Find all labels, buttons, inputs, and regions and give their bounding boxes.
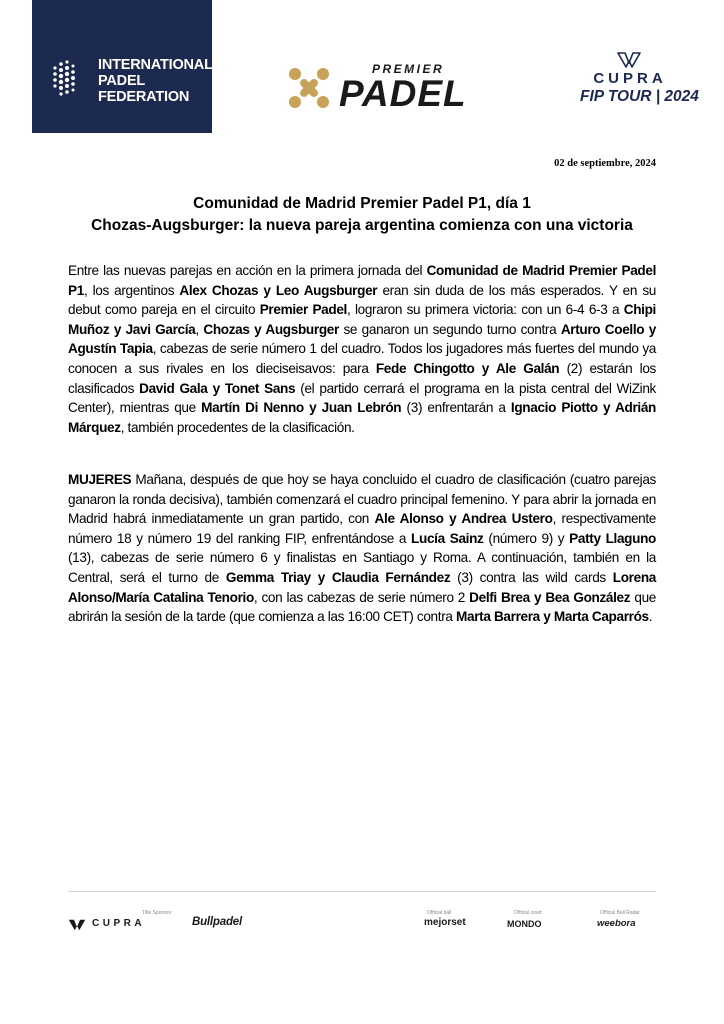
text-run: .: [648, 609, 653, 625]
text-run: , cabezas de serie número 1 del cuadro. Todos los jugadores más fuertes del mundo ya conocen a sus rivales en los dieciseisavos: para: [68, 341, 656, 376]
section-label-mujeres: MUJERES: [68, 472, 132, 487]
text-run: ,: [195, 321, 204, 337]
text-run: (2) estarán los clasificados: [68, 360, 656, 396]
fip-wordmark: [98, 57, 213, 105]
headline: [60, 193, 664, 237]
headline-line-2: Chozas-Augsburger: la nueva pareja argentina comienza con una victoria: [91, 217, 633, 234]
bold-run: Arturo Coello y Agustín Tapia: [68, 321, 656, 357]
sponsor-weebora-logo: weebora: [597, 918, 636, 929]
bold-run: Marta Barrera y Marta Caparrós: [456, 609, 649, 625]
bold-run: David Gala y Tonet Sans: [139, 380, 296, 396]
bold-run: Ignacio Piotto y Adrián Márquez: [68, 400, 656, 435]
bold-run: Premier Padel: [259, 302, 347, 318]
sponsor-mondo-logo: MONDO: [507, 919, 542, 929]
premier-wordmark: PREMIER: [372, 62, 445, 76]
bold-run: Comunidad de Madrid Premier Padel P1: [68, 263, 656, 298]
text-run: , respectivamente número 18 y número 19 del ranking FIP, enfrentándose a: [68, 511, 657, 546]
text-run: , los argentinos: [83, 282, 180, 298]
sponsor-mejorset-logo: mejorset: [424, 917, 466, 928]
text-run: que abrirán la sesión de la tarde (que comienza a las 16:00 CET) contra: [68, 589, 656, 625]
sponsor-cupra-logo: [68, 918, 168, 934]
text-run: (13), cabezas de serie número 6 y finalistas en Santiago y Roma. A continuación, también en la Central, será el turno de: [68, 550, 656, 585]
bold-run: Alex Chozas y Leo Augsburger: [179, 282, 378, 298]
cupra-small-icon: [68, 919, 86, 931]
text-run: (3) enfrentarán a: [401, 400, 511, 416]
fip-logo: [32, 0, 212, 133]
fip-line-2: PADEL: [98, 73, 146, 89]
bold-run: Fede Chingotto y Ale Galán: [375, 360, 560, 376]
bold-run: Ale Alonso y Andrea Ustero: [374, 511, 553, 527]
bold-run: Lorena Alonso/María Catalina Tenorio: [68, 569, 656, 605]
text-run: Mañana, después de que hoy se haya concluido el cuadro de clasificación (cuatro parejas ganaron la ronda decisiva), también comenzará el cuadro principal femenino. Y para abrir la jornada en Madrid habrá inmediatamente un gran partido, con: [68, 472, 656, 527]
text-run: eran sin duda de los más esperados. Y en su debut como pareja en el circuito: [68, 282, 656, 318]
headline-line-1: Comunidad de Madrid Premier Padel P1, día 1: [193, 195, 531, 212]
sponsor-cupra-word: CUPRA: [92, 918, 146, 929]
text-run: (número 9) y: [483, 530, 570, 546]
text-run: se ganaron un segundo turno contra: [338, 321, 561, 337]
sponsor-bullpadel-logo: Bullpadel: [192, 916, 242, 928]
bold-run: Patty Llaguno: [569, 530, 656, 546]
official-radar-label: Official Ball Radar: [600, 910, 640, 916]
official-ball-label: Official ball: [427, 910, 452, 916]
text-run: (el partido cerrará el programa en la pista central del WiZink Center), mientras que: [68, 380, 656, 416]
body-paragraph-1: [68, 261, 656, 437]
cupra-fip-tour-logo: [578, 52, 699, 114]
bold-run: Chipi Muñoz y Javi García: [68, 302, 656, 337]
text-run: , con las cabezas de serie número 2: [253, 589, 470, 605]
footer-divider: [68, 891, 656, 892]
bold-run: Martín Di Nenno y Juan Lebrón: [201, 400, 402, 416]
text-run: , lograron su primera victoria: con un 6-4 6-3 a: [346, 302, 624, 318]
fip-line-1: INTERNATIONAL: [98, 57, 213, 73]
premier-padel-emblem-icon: [285, 64, 333, 112]
fip-tour-2024: FIP TOUR | 2024: [580, 88, 699, 105]
text-run: , también procedentes de la clasificación.: [120, 419, 355, 435]
cupra-wordmark: CUPRA: [593, 70, 667, 87]
fip-dots-icon: [52, 58, 78, 98]
fip-line-3: FEDERATION: [98, 89, 190, 105]
bold-run: Lucía Sainz: [411, 530, 484, 546]
press-release-date: 02 de septiembre, 2024: [554, 158, 656, 169]
premier-padel-logo: [285, 60, 485, 112]
bold-run: Gemma Triay y Claudia Fernández: [225, 569, 451, 585]
padel-wordmark: PADEL: [339, 73, 467, 114]
title-sponsor-label: Title Sponsor: [142, 910, 172, 916]
official-court-label: Official court: [514, 910, 542, 916]
text-run: Entre las nuevas parejas en acción en la primera jornada del: [68, 263, 427, 278]
bold-run: Delfi Brea y Bea González: [469, 589, 631, 605]
bold-run: Chozas y Augsburger: [203, 321, 339, 337]
cupra-emblem-icon: [617, 52, 641, 68]
body-paragraph-2: [68, 470, 656, 627]
text-run: (3) contra las wild cards: [450, 569, 613, 585]
